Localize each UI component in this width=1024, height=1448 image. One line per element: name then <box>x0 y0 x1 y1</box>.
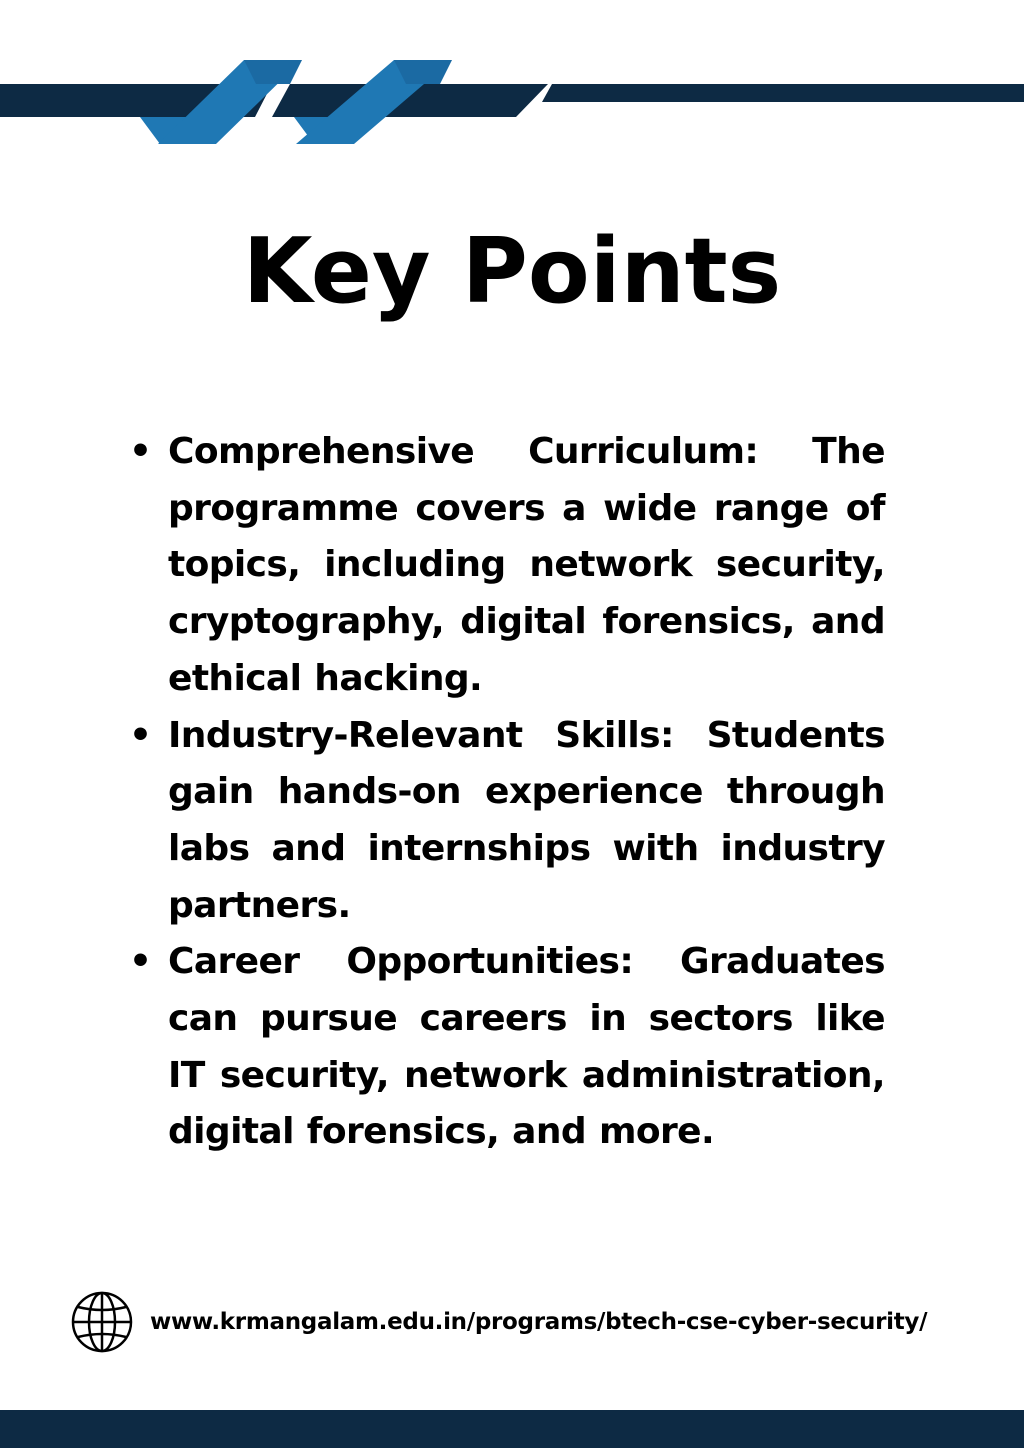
bullet-icon: • <box>129 714 152 756</box>
list-item <box>125 424 885 708</box>
website-link[interactable] <box>70 1290 927 1354</box>
footer-bar <box>0 1410 1024 1448</box>
point-text: Industry-Relevant Skills: Students gain hands-on experience through labs and internships with industry partners. <box>168 714 885 926</box>
bullet-icon: • <box>129 941 152 983</box>
bullet-icon: • <box>129 431 152 472</box>
website-url[interactable]: www.krmangalam.edu.in/programs/btech-cse-cyber-security/ <box>150 1309 928 1335</box>
list-item <box>125 708 885 935</box>
point-text: Career Opportunities: Graduates can pursue careers in sectors like IT security, network administration, digital forensics, and more. <box>168 941 885 1153</box>
header-bar-right <box>542 84 1024 102</box>
point-text: Comprehensive Curriculum: The programme covers a wide range of topics, including network security, cryptography, digital forensics, and ethical hacking. <box>168 431 885 699</box>
header-decoration <box>0 0 1024 160</box>
list-item <box>125 934 885 1161</box>
globe-icon <box>70 1290 134 1354</box>
key-points-list <box>125 424 885 1161</box>
page-title: Key Points <box>242 219 782 324</box>
